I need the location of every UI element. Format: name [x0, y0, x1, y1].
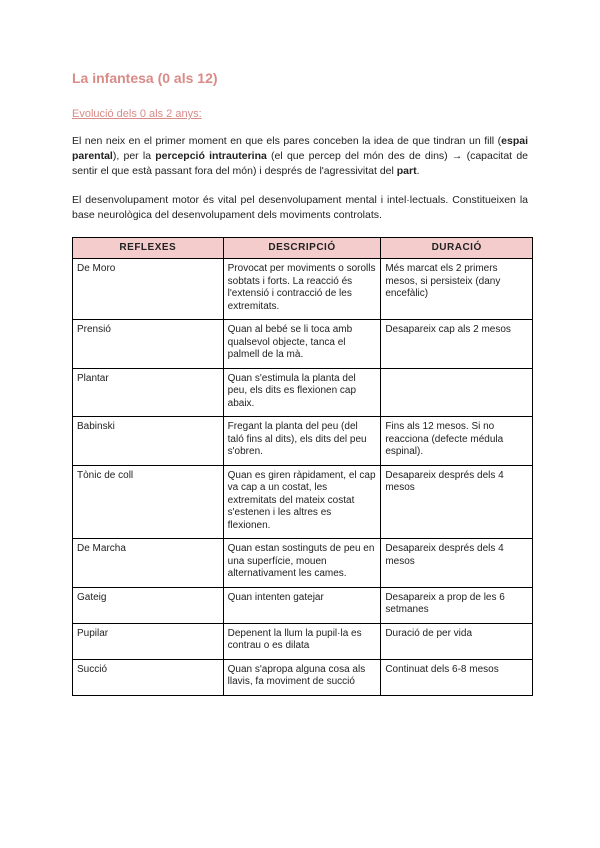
- para1-text-1: El nen neix en el primer moment en que els pares conceben la idea de que tindran un fill (: [72, 135, 502, 147]
- motor-paragraph: El desenvolupament motor és vital pel desenvolupament mental i intel·lectuals. Constitueixen la base neurològica del desenvolupament dels moviments controlats.: [72, 194, 528, 221]
- para1-bold-2: percepció intrauterina: [155, 150, 267, 162]
- para1-bold-1: espai parental: [72, 135, 528, 162]
- reflex-duration: [381, 368, 533, 417]
- intro-paragraph: [72, 134, 528, 179]
- reflex-description: Provocat per moviments o sorolls sobtats i forts. La reacció és l'extensió i contracció de les extremitats.: [223, 259, 381, 320]
- header-duracio: DURACIÓ: [381, 238, 533, 259]
- reflex-name: Tònic de coll: [73, 465, 224, 539]
- header-descripcio: DESCRIPCIÓ: [223, 238, 381, 259]
- para1-text-2: ), per la: [112, 150, 156, 162]
- reflex-name: Plantar: [73, 368, 224, 417]
- header-reflexes: REFLEXES: [73, 238, 224, 259]
- reflex-name: Pupilar: [73, 623, 224, 659]
- reflex-duration: Desapareix després dels 4 mesos: [381, 539, 533, 588]
- subsection-heading: Evolució dels 0 als 2 anys:: [72, 108, 202, 120]
- table-row: [73, 659, 533, 695]
- reflex-description: Quan s'apropa alguna cosa als llavis, fa moviment de succió: [223, 659, 381, 695]
- reflex-name: De Marcha: [73, 539, 224, 588]
- reflex-description: Depenent la llum la pupil·la es contrau o es dilata: [223, 623, 381, 659]
- reflex-duration: Continuat dels 6-8 mesos: [381, 659, 533, 695]
- para1-text-3: (el que percep del món des de dins) → (capacitat de sentir el que està passant fora del món) i després de l'agressivitat del: [72, 150, 528, 177]
- title-main: La infantesa: [72, 70, 154, 86]
- reflex-description: Quan estan sostinguts de peu en una superfície, mouen alternativament les cames.: [223, 539, 381, 588]
- table-row: [73, 587, 533, 623]
- table-row: [73, 465, 533, 539]
- para1-text-4: .: [416, 165, 420, 177]
- table-row: [73, 259, 533, 320]
- reflex-description: Quan intenten gatejar: [223, 587, 381, 623]
- table-row: [73, 320, 533, 369]
- reflex-duration: Desapareix cap als 2 mesos: [381, 320, 533, 369]
- table-row: [73, 623, 533, 659]
- para1-bold-3: part: [396, 165, 417, 177]
- reflex-description: Quan es giren ràpidament, el cap va cap a un costat, les extremitats del mateix costat s'estenen i les altres es flexionen.: [223, 465, 381, 539]
- reflex-description: Quan al bebé se li toca amb qualsevol objecte, tanca el palmell de la mà.: [223, 320, 381, 369]
- reflex-description: Fregant la planta del peu (del taló fins al dits), els dits del peu s'obren.: [223, 417, 381, 466]
- section-title: [72, 70, 528, 86]
- reflex-duration: Fins als 12 mesos. Si no reacciona (defecte médula espinal).: [381, 417, 533, 466]
- table-row: [73, 539, 533, 588]
- reflex-description: Quan s'estimula la planta del peu, els dits es flexionen cap abaix.: [223, 368, 381, 417]
- reflex-duration: Desapareix a prop de les 6 setmanes: [381, 587, 533, 623]
- table-row: [73, 368, 533, 417]
- title-range: (0 als 12): [157, 70, 218, 86]
- table-row: [73, 417, 533, 466]
- reflex-duration: Duració de per vida: [381, 623, 533, 659]
- reflex-duration: Desapareix després dels 4 mesos: [381, 465, 533, 539]
- reflex-name: Prensió: [73, 320, 224, 369]
- table-header-row: [73, 238, 533, 259]
- reflex-name: Succió: [73, 659, 224, 695]
- reflex-duration: Més marcat els 2 primers mesos, si persisteix (dany encefàlic): [381, 259, 533, 320]
- reflex-name: De Moro: [73, 259, 224, 320]
- reflexes-table: [72, 237, 533, 696]
- document-page: [72, 70, 528, 696]
- reflex-name: Babinski: [73, 417, 224, 466]
- reflex-name: Gateig: [73, 587, 224, 623]
